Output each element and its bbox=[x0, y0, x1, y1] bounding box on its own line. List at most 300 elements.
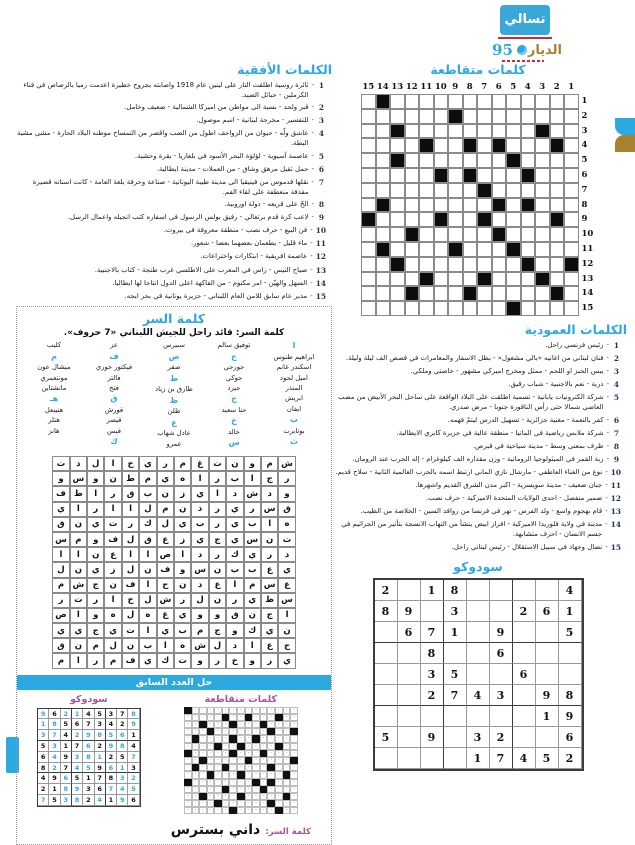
letter-cell[interactable]: ا bbox=[87, 486, 104, 501]
letter-cell[interactable]: ق bbox=[139, 532, 156, 547]
crossword-cell[interactable] bbox=[506, 183, 521, 198]
letter-cell[interactable]: ع bbox=[261, 638, 278, 653]
sudoku-cell[interactable]: 6 bbox=[513, 664, 536, 685]
sudoku-cell[interactable]: 2 bbox=[559, 748, 582, 769]
letter-cell[interactable]: ع bbox=[104, 547, 121, 562]
crossword-cell[interactable] bbox=[564, 109, 579, 124]
sudoku-cell[interactable] bbox=[375, 664, 398, 685]
crossword-cell[interactable] bbox=[390, 227, 405, 242]
sudoku-cell[interactable] bbox=[559, 664, 582, 685]
sudoku-cell[interactable]: 4 bbox=[513, 748, 536, 769]
crossword-cell[interactable] bbox=[477, 94, 492, 109]
letter-cell[interactable]: ظ bbox=[261, 593, 278, 608]
crossword-cell[interactable] bbox=[390, 272, 405, 287]
letter-cell[interactable]: م bbox=[191, 623, 208, 638]
crossword-cell[interactable] bbox=[448, 212, 463, 227]
letter-cell[interactable]: ا bbox=[209, 486, 226, 501]
letter-cell[interactable]: ز bbox=[174, 486, 191, 501]
crossword-cell[interactable] bbox=[419, 212, 434, 227]
crossword-cell[interactable] bbox=[477, 286, 492, 301]
letter-cell[interactable]: و bbox=[191, 608, 208, 623]
crossword-cell[interactable] bbox=[506, 212, 521, 227]
crossword-cell[interactable] bbox=[550, 301, 565, 316]
sudoku-cell[interactable]: 3 bbox=[490, 685, 513, 706]
letter-cell[interactable]: ر bbox=[209, 653, 226, 668]
letter-cell[interactable]: م bbox=[70, 532, 87, 547]
sudoku-cell[interactable] bbox=[513, 580, 536, 601]
letter-cell[interactable]: ي bbox=[244, 547, 261, 562]
letter-cell[interactable]: م bbox=[157, 502, 174, 517]
sudoku-cell[interactable]: 8 bbox=[375, 601, 398, 622]
letter-cell[interactable]: ي bbox=[70, 623, 87, 638]
letter-cell[interactable]: م bbox=[261, 456, 278, 471]
letter-cell[interactable]: غ bbox=[157, 608, 174, 623]
sudoku-cell[interactable] bbox=[467, 580, 490, 601]
sudoku-cell[interactable]: 7 bbox=[421, 622, 444, 643]
sudoku-cell[interactable] bbox=[398, 580, 421, 601]
sudoku-cell[interactable] bbox=[467, 706, 490, 727]
crossword-cell[interactable] bbox=[564, 242, 579, 257]
sudoku-cell[interactable]: 8 bbox=[444, 580, 467, 601]
crossword-cell[interactable] bbox=[550, 242, 565, 257]
letter-cell[interactable]: ا bbox=[157, 638, 174, 653]
letter-cell[interactable]: ت bbox=[174, 653, 191, 668]
crossword-cell[interactable] bbox=[419, 124, 434, 139]
crossword-cell[interactable] bbox=[492, 286, 507, 301]
letter-cell[interactable]: خ bbox=[122, 456, 139, 471]
crossword-cell[interactable] bbox=[564, 286, 579, 301]
crossword-cell[interactable] bbox=[535, 242, 550, 257]
crossword-cell[interactable] bbox=[521, 109, 536, 124]
crossword-cell[interactable] bbox=[492, 272, 507, 287]
crossword-cell[interactable] bbox=[506, 227, 521, 242]
sudoku-cell[interactable] bbox=[375, 706, 398, 727]
crossword-cell[interactable] bbox=[448, 168, 463, 183]
crossword-cell[interactable] bbox=[477, 257, 492, 272]
letter-cell[interactable]: ه bbox=[278, 517, 295, 532]
sudoku-cell[interactable]: 2 bbox=[490, 727, 513, 748]
crossword-cell[interactable] bbox=[463, 94, 478, 109]
crossword-cell[interactable] bbox=[477, 242, 492, 257]
sudoku-cell[interactable] bbox=[490, 580, 513, 601]
letter-cell[interactable]: ل bbox=[122, 608, 139, 623]
sudoku-cell[interactable] bbox=[536, 727, 559, 748]
crossword-cell[interactable] bbox=[564, 138, 579, 153]
crossword-cell[interactable] bbox=[376, 183, 391, 198]
crossword-cell[interactable] bbox=[506, 168, 521, 183]
letter-cell[interactable]: و bbox=[244, 456, 261, 471]
sudoku-cell[interactable]: 9 bbox=[536, 685, 559, 706]
sudoku-cell[interactable]: 4 bbox=[467, 685, 490, 706]
crossword-cell[interactable] bbox=[419, 301, 434, 316]
letter-cell[interactable]: ش bbox=[278, 456, 295, 471]
letter-cell[interactable]: ص bbox=[52, 608, 69, 623]
crossword-cell[interactable] bbox=[535, 94, 550, 109]
sudoku-cell[interactable] bbox=[536, 664, 559, 685]
crossword-cell[interactable] bbox=[376, 138, 391, 153]
sudoku-cell[interactable] bbox=[513, 622, 536, 643]
crossword-cell[interactable] bbox=[550, 153, 565, 168]
crossword-cell[interactable] bbox=[361, 168, 376, 183]
letter-cell[interactable]: ق bbox=[52, 517, 69, 532]
sudoku-cell[interactable] bbox=[490, 664, 513, 685]
letter-cell[interactable]: و bbox=[278, 486, 295, 501]
sudoku-cell[interactable] bbox=[398, 664, 421, 685]
sudoku-cell[interactable]: 5 bbox=[536, 748, 559, 769]
letter-cell[interactable]: ن bbox=[139, 562, 156, 577]
letter-cell[interactable]: ي bbox=[191, 486, 208, 501]
letter-cell[interactable]: ا bbox=[261, 517, 278, 532]
letter-cell[interactable]: د bbox=[278, 547, 295, 562]
crossword-cell[interactable] bbox=[492, 257, 507, 272]
crossword-cell[interactable] bbox=[492, 153, 507, 168]
letter-cell[interactable]: ر bbox=[87, 653, 104, 668]
sudoku-cell[interactable]: 6 bbox=[536, 601, 559, 622]
sudoku-cell[interactable] bbox=[559, 643, 582, 664]
letter-cell[interactable]: ش bbox=[244, 486, 261, 501]
letter-cell[interactable]: ل bbox=[87, 456, 104, 471]
letter-cell[interactable]: ل bbox=[52, 562, 69, 577]
letter-cell[interactable]: ل bbox=[122, 562, 139, 577]
letter-cell[interactable]: م bbox=[244, 578, 261, 593]
sudoku-cell[interactable] bbox=[375, 622, 398, 643]
crossword-cell[interactable] bbox=[448, 153, 463, 168]
crossword-cell[interactable] bbox=[463, 212, 478, 227]
letter-cell[interactable]: ي bbox=[174, 517, 191, 532]
letter-cell[interactable]: ت bbox=[122, 623, 139, 638]
crossword-cell[interactable] bbox=[361, 109, 376, 124]
crossword-cell[interactable] bbox=[564, 272, 579, 287]
crossword-cell[interactable] bbox=[521, 242, 536, 257]
crossword-cell[interactable] bbox=[492, 183, 507, 198]
sudoku-cell[interactable]: 3 bbox=[421, 664, 444, 685]
letter-cell[interactable]: ن bbox=[244, 608, 261, 623]
crossword-cell[interactable] bbox=[448, 183, 463, 198]
crossword-cell[interactable] bbox=[550, 124, 565, 139]
crossword-cell[interactable] bbox=[535, 198, 550, 213]
crossword-cell[interactable] bbox=[463, 153, 478, 168]
crossword-cell[interactable] bbox=[477, 138, 492, 153]
sudoku-cell[interactable]: 2 bbox=[375, 580, 398, 601]
letter-cell[interactable]: ق bbox=[122, 486, 139, 501]
letter-cell[interactable]: ي bbox=[87, 562, 104, 577]
crossword-cell[interactable] bbox=[448, 272, 463, 287]
crossword-cell[interactable] bbox=[535, 227, 550, 242]
sudoku-cell[interactable]: 4 bbox=[559, 580, 582, 601]
letter-cell[interactable]: ا bbox=[104, 456, 121, 471]
crossword-cell[interactable] bbox=[477, 301, 492, 316]
letter-cell[interactable]: ي bbox=[244, 593, 261, 608]
letter-cell[interactable]: ب bbox=[174, 623, 191, 638]
crossword-cell[interactable] bbox=[448, 257, 463, 272]
letter-cell[interactable]: ا bbox=[52, 547, 69, 562]
crossword-cell[interactable] bbox=[434, 138, 449, 153]
sudoku-cell[interactable] bbox=[513, 685, 536, 706]
sudoku-cell[interactable]: 9 bbox=[559, 706, 582, 727]
crossword-cell[interactable] bbox=[434, 124, 449, 139]
letter-cell[interactable]: ش bbox=[157, 593, 174, 608]
sudoku-cell[interactable]: 1 bbox=[421, 580, 444, 601]
crossword-cell[interactable] bbox=[492, 212, 507, 227]
crossword-cell[interactable] bbox=[405, 183, 420, 198]
letter-cell[interactable]: س bbox=[191, 562, 208, 577]
sudoku-cell[interactable] bbox=[421, 706, 444, 727]
letter-cell[interactable]: ر bbox=[278, 471, 295, 486]
letter-cell[interactable]: ج bbox=[209, 532, 226, 547]
crossword-cell[interactable] bbox=[376, 124, 391, 139]
crossword-cell[interactable] bbox=[477, 124, 492, 139]
letter-cell[interactable]: ا bbox=[104, 502, 121, 517]
crossword-cell[interactable] bbox=[535, 138, 550, 153]
letter-cell[interactable]: ر bbox=[226, 593, 243, 608]
letter-cell[interactable]: ج bbox=[87, 578, 104, 593]
crossword-cell[interactable] bbox=[376, 227, 391, 242]
crossword-cell[interactable] bbox=[535, 109, 550, 124]
letter-cell[interactable]: ر bbox=[157, 456, 174, 471]
letter-cell[interactable]: ل bbox=[104, 638, 121, 653]
letter-cell[interactable]: ا bbox=[244, 471, 261, 486]
letter-cell[interactable]: ت bbox=[52, 456, 69, 471]
crossword-cell[interactable] bbox=[535, 212, 550, 227]
crossword-cell[interactable] bbox=[477, 198, 492, 213]
letter-cell[interactable]: ا bbox=[70, 653, 87, 668]
crossword-cell[interactable] bbox=[361, 272, 376, 287]
letter-cell[interactable]: ب bbox=[226, 562, 243, 577]
crossword-cell[interactable] bbox=[419, 168, 434, 183]
letter-cell[interactable]: ش bbox=[70, 578, 87, 593]
letter-cell[interactable]: ق bbox=[52, 638, 69, 653]
letter-cell[interactable]: س bbox=[261, 502, 278, 517]
letter-cell[interactable]: ل bbox=[139, 593, 156, 608]
crossword-cell[interactable] bbox=[405, 301, 420, 316]
letter-cell[interactable]: ر bbox=[244, 502, 261, 517]
letter-cell[interactable]: ج bbox=[261, 471, 278, 486]
crossword-cell[interactable] bbox=[361, 183, 376, 198]
crossword-cell[interactable] bbox=[521, 124, 536, 139]
crossword-cell[interactable] bbox=[564, 212, 579, 227]
crossword-cell[interactable] bbox=[535, 183, 550, 198]
letter-cell[interactable]: ك bbox=[244, 623, 261, 638]
letter-cell[interactable]: ن bbox=[104, 578, 121, 593]
letter-cell[interactable]: د bbox=[191, 578, 208, 593]
letter-cell[interactable]: ن bbox=[157, 486, 174, 501]
letter-cell[interactable]: ر bbox=[87, 593, 104, 608]
crossword-cell[interactable] bbox=[521, 212, 536, 227]
letter-cell[interactable]: ل bbox=[157, 517, 174, 532]
sudoku-cell[interactable]: 6 bbox=[398, 622, 421, 643]
crossword-cell[interactable] bbox=[521, 153, 536, 168]
letter-cell[interactable]: د bbox=[191, 547, 208, 562]
sudoku-cell[interactable] bbox=[467, 601, 490, 622]
letter-cell[interactable]: ك bbox=[226, 547, 243, 562]
letter-cell[interactable]: ت bbox=[209, 456, 226, 471]
letter-cell[interactable]: ا bbox=[70, 608, 87, 623]
crossword-cell[interactable] bbox=[419, 286, 434, 301]
letter-cell[interactable]: ن bbox=[278, 623, 295, 638]
crossword-cell[interactable] bbox=[405, 257, 420, 272]
letter-cell[interactable]: ب bbox=[244, 562, 261, 577]
crossword-cell[interactable] bbox=[419, 153, 434, 168]
crossword-cell[interactable] bbox=[521, 286, 536, 301]
letter-cell[interactable]: ق bbox=[278, 502, 295, 517]
sudoku-cell[interactable] bbox=[467, 643, 490, 664]
letter-cell[interactable]: ا bbox=[70, 547, 87, 562]
crossword-cell[interactable] bbox=[405, 138, 420, 153]
letter-cell[interactable]: ن bbox=[70, 517, 87, 532]
crossword-cell[interactable] bbox=[419, 183, 434, 198]
letter-cell[interactable]: ي bbox=[52, 623, 69, 638]
letter-cell[interactable]: ز bbox=[104, 562, 121, 577]
crossword-cell[interactable] bbox=[564, 94, 579, 109]
sudoku-cell[interactable] bbox=[536, 622, 559, 643]
crossword-cell[interactable] bbox=[535, 301, 550, 316]
letter-cell[interactable]: ا bbox=[174, 547, 191, 562]
sudoku-cell[interactable] bbox=[444, 643, 467, 664]
letter-cell[interactable]: ي bbox=[261, 623, 278, 638]
sudoku-cell[interactable] bbox=[398, 706, 421, 727]
letter-cell[interactable]: ن bbox=[226, 456, 243, 471]
crossword-cell[interactable] bbox=[535, 168, 550, 183]
letter-cell[interactable]: ن bbox=[209, 562, 226, 577]
letter-cell[interactable]: ر bbox=[122, 517, 139, 532]
crossword-cell[interactable] bbox=[521, 272, 536, 287]
letter-cell[interactable]: ي bbox=[104, 623, 121, 638]
sudoku-cell[interactable]: 1 bbox=[559, 601, 582, 622]
crossword-cell[interactable] bbox=[506, 198, 521, 213]
letter-cell[interactable]: ب bbox=[226, 471, 243, 486]
letter-cell[interactable]: ل bbox=[122, 532, 139, 547]
crossword-cell[interactable] bbox=[477, 153, 492, 168]
crossword-cell[interactable] bbox=[376, 109, 391, 124]
sudoku-cell[interactable] bbox=[375, 643, 398, 664]
crossword-cell[interactable] bbox=[521, 227, 536, 242]
letter-cell[interactable]: ي bbox=[139, 456, 156, 471]
letter-cell[interactable]: ع bbox=[261, 562, 278, 577]
sudoku-cell[interactable] bbox=[513, 727, 536, 748]
letter-cell[interactable]: ا bbox=[104, 593, 121, 608]
sudoku-cell[interactable] bbox=[536, 580, 559, 601]
sudoku-cell[interactable] bbox=[398, 727, 421, 748]
sudoku-cell[interactable]: 3 bbox=[444, 601, 467, 622]
letter-cell[interactable]: ت bbox=[104, 517, 121, 532]
crossword-cell[interactable] bbox=[390, 168, 405, 183]
crossword-cell[interactable] bbox=[405, 212, 420, 227]
letter-cell[interactable]: ف bbox=[104, 532, 121, 547]
crossword-cell[interactable] bbox=[405, 242, 420, 257]
crossword-cell[interactable] bbox=[361, 138, 376, 153]
letter-cell[interactable]: ن bbox=[174, 502, 191, 517]
letter-cell[interactable]: ر bbox=[209, 547, 226, 562]
crossword-cell[interactable] bbox=[405, 124, 420, 139]
crossword-cell[interactable] bbox=[448, 286, 463, 301]
crossword-cell[interactable] bbox=[419, 109, 434, 124]
letter-cell[interactable]: ي bbox=[226, 502, 243, 517]
sudoku-cell[interactable] bbox=[398, 748, 421, 769]
crossword-cell[interactable] bbox=[448, 198, 463, 213]
letter-cell[interactable]: ن bbox=[209, 593, 226, 608]
letter-cell[interactable]: ي bbox=[139, 653, 156, 668]
letter-cell[interactable]: ن bbox=[174, 578, 191, 593]
letter-cell[interactable]: ح bbox=[157, 578, 174, 593]
crossword-cell[interactable] bbox=[434, 109, 449, 124]
crossword-cell[interactable] bbox=[405, 94, 420, 109]
crossword-cell[interactable] bbox=[390, 301, 405, 316]
crossword-cell[interactable] bbox=[390, 212, 405, 227]
crossword-cell[interactable] bbox=[361, 301, 376, 316]
letter-cell[interactable]: د bbox=[226, 638, 243, 653]
letter-cell[interactable]: م bbox=[52, 578, 69, 593]
sudoku-cell[interactable] bbox=[490, 601, 513, 622]
crossword-cell[interactable] bbox=[477, 109, 492, 124]
letter-cell[interactable]: ف bbox=[157, 562, 174, 577]
letter-cell[interactable]: غ bbox=[191, 456, 208, 471]
letter-cell[interactable]: ط bbox=[122, 471, 139, 486]
letter-cell[interactable]: س bbox=[278, 593, 295, 608]
letter-cell[interactable]: ب bbox=[139, 638, 156, 653]
sudoku-cell[interactable] bbox=[513, 643, 536, 664]
sudoku-cell[interactable]: 8 bbox=[559, 685, 582, 706]
sudoku-cell[interactable] bbox=[444, 706, 467, 727]
letter-cell[interactable]: ي bbox=[174, 608, 191, 623]
crossword-cell[interactable] bbox=[390, 94, 405, 109]
letter-cell[interactable]: ر bbox=[209, 502, 226, 517]
letter-cell[interactable]: ه bbox=[174, 471, 191, 486]
sudoku-cell[interactable]: 7 bbox=[490, 748, 513, 769]
sudoku-cell[interactable]: 9 bbox=[398, 601, 421, 622]
sudoku-cell[interactable]: 1 bbox=[536, 706, 559, 727]
crossword-cell[interactable] bbox=[550, 198, 565, 213]
letter-cell[interactable]: ي bbox=[157, 471, 174, 486]
crossword-cell[interactable] bbox=[419, 242, 434, 257]
crossword-cell[interactable] bbox=[506, 272, 521, 287]
letter-cell[interactable]: ف bbox=[52, 486, 69, 501]
letter-cell[interactable]: ج bbox=[209, 623, 226, 638]
crossword-cell[interactable] bbox=[550, 257, 565, 272]
letter-cell[interactable]: ي bbox=[226, 532, 243, 547]
letter-cell[interactable]: ر bbox=[209, 471, 226, 486]
letter-cell[interactable]: ت bbox=[278, 532, 295, 547]
crossword-cell[interactable] bbox=[390, 198, 405, 213]
letter-cell[interactable]: ت bbox=[70, 593, 87, 608]
crossword-cell[interactable] bbox=[463, 257, 478, 272]
sudoku-cell[interactable] bbox=[421, 748, 444, 769]
sudoku-cell[interactable] bbox=[467, 622, 490, 643]
letter-cell[interactable]: ج bbox=[87, 623, 104, 638]
crossword-cell[interactable] bbox=[550, 109, 565, 124]
crossword-cell[interactable] bbox=[361, 124, 376, 139]
crossword-cell[interactable] bbox=[463, 272, 478, 287]
crossword-cell[interactable] bbox=[463, 242, 478, 257]
letter-cell[interactable]: م bbox=[174, 456, 191, 471]
crossword-cell[interactable] bbox=[361, 94, 376, 109]
sudoku-cell[interactable] bbox=[421, 601, 444, 622]
crossword-cell[interactable] bbox=[405, 109, 420, 124]
crossword-cell[interactable] bbox=[376, 286, 391, 301]
crossword-cell[interactable] bbox=[535, 257, 550, 272]
letter-cell[interactable]: د bbox=[70, 456, 87, 471]
sudoku-cell[interactable]: 6 bbox=[490, 643, 513, 664]
letter-cell[interactable]: ش bbox=[191, 638, 208, 653]
crossword-cell[interactable] bbox=[434, 183, 449, 198]
letter-cell[interactable]: ع bbox=[278, 578, 295, 593]
crossword-cell[interactable] bbox=[419, 257, 434, 272]
letter-cell[interactable]: م bbox=[87, 638, 104, 653]
crossword-cell[interactable] bbox=[376, 272, 391, 287]
letter-cell[interactable]: د bbox=[226, 486, 243, 501]
letter-cell[interactable]: ب bbox=[139, 486, 156, 501]
letter-cell[interactable]: م bbox=[104, 653, 121, 668]
crossword-cell[interactable] bbox=[550, 94, 565, 109]
